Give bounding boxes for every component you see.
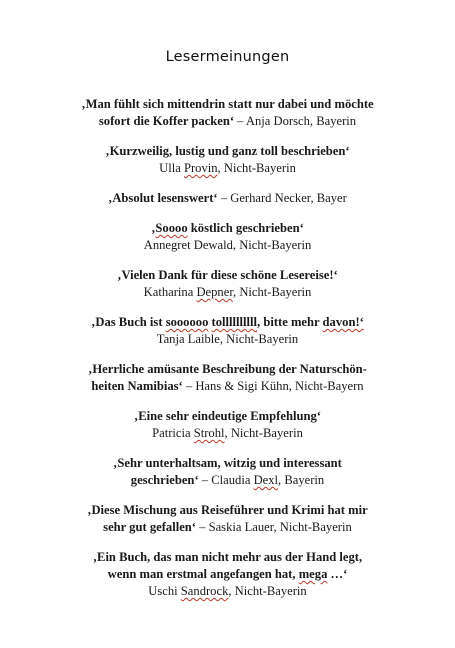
review-text: heiten Namibias‘ — [91, 379, 183, 393]
review-item — [60, 267, 395, 301]
review-author: – Gerhard Necker, Bayer — [217, 191, 347, 205]
review-item — [60, 96, 395, 130]
review-text: ‚Sehr unterhaltsam, witzig und interessant — [113, 456, 342, 470]
review-text: ‚Ein Buch, das man nicht mehr aus der Hand legt, — [92, 550, 363, 564]
review-item — [60, 190, 395, 207]
review-text: ‚Soooo köstlich geschrieben‘ — [151, 221, 304, 235]
review-text: geschrieben‘ — [130, 473, 199, 487]
review-text: ‚Eine sehr eindeutige Empfehlung‘ — [134, 409, 321, 423]
review-author: Ulla Provin, Nicht-Bayerin — [159, 161, 296, 175]
review-item — [60, 455, 395, 489]
review-text: ‚Absolut lesenswert‘ — [108, 191, 218, 205]
review-item — [60, 361, 395, 395]
review-author: – Saskia Lauer, Nicht-Bayerin — [195, 520, 352, 534]
review-item — [60, 549, 395, 600]
review-author: – Claudia Dexl, Bayerin — [198, 473, 325, 487]
review-author: Annegret Dewald, Nicht-Bayerin — [143, 238, 312, 252]
review-author: – Anja Dorsch, Bayerin — [234, 114, 357, 128]
review-item — [60, 143, 395, 177]
review-text: sehr gut gefallen‘ — [103, 520, 196, 534]
review-text: sofort die Koffer packen‘ — [98, 114, 235, 128]
review-text: ‚Man fühlt sich mittendrin statt nur dabei und möchte — [81, 97, 374, 111]
review-text: ‚Das Buch ist soooooo tollllllllll, bitte mehr davon!‘ — [91, 315, 364, 329]
review-item — [60, 220, 395, 254]
review-text: ‚Herrliche amüsante Beschreibung der Naturschön- — [88, 362, 367, 376]
review-text: wenn man erstmal angefangen hat, mega …‘ — [107, 567, 348, 581]
review-text: ‚Diese Mischung aus Reiseführer und Krimi hat mir — [87, 503, 368, 517]
review-item — [60, 502, 395, 536]
review-item — [60, 314, 395, 348]
review-author: – Hans & Sigi Kühn, Nicht-Bayern — [182, 379, 364, 393]
review-author: Tanja Laible, Nicht-Bayerin — [156, 332, 299, 346]
review-author: Patricia Strohl, Nicht-Bayerin — [152, 426, 303, 440]
review-text: ‚Vielen Dank für diese schöne Lesereise!‘ — [117, 268, 338, 282]
reader-reviews-list — [60, 96, 395, 613]
review-author: Uschi Sandrock, Nicht-Bayerin — [148, 584, 307, 598]
review-text: ‚Kurzweilig, lustig und ganz toll beschrieben‘ — [105, 144, 350, 158]
page-title: Lesermeinungen — [165, 49, 290, 65]
review-item — [60, 408, 395, 442]
review-author: Katharina Depner, Nicht-Bayerin — [143, 285, 312, 299]
